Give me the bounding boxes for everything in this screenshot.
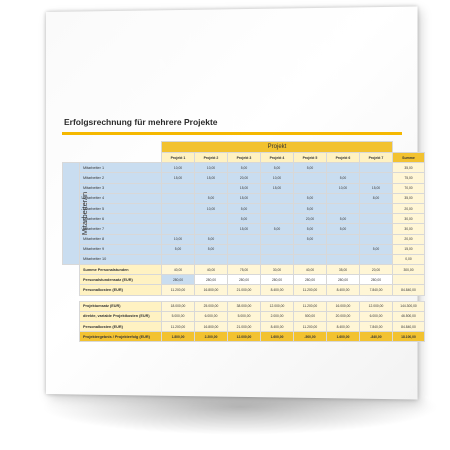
summary-cell: 280,00 <box>294 275 327 285</box>
result-label: Personalkosten (EUR) <box>80 322 162 332</box>
result-cell: 25.000,00 <box>195 301 228 311</box>
hours-cell <box>162 183 195 193</box>
hours-cell: 15,00 <box>195 173 228 183</box>
hours-cell: 10,00 <box>162 163 195 173</box>
side-label <box>63 163 90 265</box>
hours-cell <box>195 254 228 264</box>
result-cell: 16.000,00 <box>327 301 360 311</box>
hours-cell <box>162 214 195 224</box>
hours-cell <box>261 193 294 203</box>
summary-label: Personalkosten (EUR) <box>80 285 162 295</box>
spacer <box>63 153 162 163</box>
hours-cell <box>162 193 195 203</box>
result-cell: 12.000,00 <box>261 301 294 311</box>
sum-cell: 35,00 <box>393 163 425 173</box>
result-cell: 11.200,00 <box>294 322 327 332</box>
summary-cell: 35,00 <box>327 265 360 275</box>
column-header: Projekt 2 <box>195 153 228 163</box>
result-cell: 6.000,00 <box>195 311 228 321</box>
summary-label: Personalstundensatz (EUR) <box>80 275 162 285</box>
hours-cell <box>360 203 393 213</box>
hours-cell <box>261 244 294 254</box>
hours-cell: 5,00 <box>228 203 261 213</box>
final-label: Projektergebnis / Projekterfolg (EUR) <box>80 332 162 342</box>
hours-cell: 5,00 <box>294 224 327 234</box>
table-row <box>63 173 425 183</box>
column-header: Projekt 3 <box>228 153 261 163</box>
hours-cell: 5,00 <box>228 163 261 173</box>
sum-cell: 0,00 <box>393 254 425 264</box>
project-banner: Projekt <box>162 142 393 153</box>
result-sum: 84.840,00 <box>393 322 425 332</box>
summary-cell: 16.800,00 <box>195 285 228 295</box>
summary-cell: 75,00 <box>228 265 261 275</box>
employee-label: Mitarbeiter 6 <box>80 214 162 224</box>
result-cell: 21.000,00 <box>228 322 261 332</box>
spacer <box>63 311 80 321</box>
column-header: Projekt 1 <box>162 153 195 163</box>
result-cell: 11.200,00 <box>294 301 327 311</box>
column-header: Projekt 7 <box>360 153 393 163</box>
hours-cell <box>360 163 393 173</box>
page-shadow <box>40 395 440 435</box>
final-cell: 2.200,00 <box>195 332 228 342</box>
result-cell: 7.840,00 <box>360 322 393 332</box>
hours-cell <box>195 183 228 193</box>
hours-cell: 8,00 <box>360 193 393 203</box>
table-row <box>63 254 425 264</box>
employee-label: Mitarbeiter 2 <box>80 173 162 183</box>
result-cell: 20.000,00 <box>327 311 360 321</box>
result-label: direkte, variable Projektkosten (EUR) <box>80 311 162 321</box>
summary-cell: 8.400,00 <box>261 285 294 295</box>
employee-label: Mitarbeiter 4 <box>80 193 162 203</box>
summary-row <box>63 265 425 275</box>
hours-cell <box>294 244 327 254</box>
hours-cell: 5,00 <box>261 224 294 234</box>
summary-cell: 280,00 <box>261 275 294 285</box>
hours-cell: 5,00 <box>294 234 327 244</box>
column-header: Projekt 5 <box>294 153 327 163</box>
column-header: Projekt 4 <box>261 153 294 163</box>
employee-label: Mitarbeiter 10 <box>80 254 162 264</box>
spacer <box>63 275 80 285</box>
result-row <box>63 311 425 321</box>
hours-cell: 15,00 <box>162 173 195 183</box>
hours-cell <box>162 254 195 264</box>
summary-cell: 40,00 <box>195 265 228 275</box>
summary-cell: 280,00 <box>327 275 360 285</box>
spacer <box>63 265 80 275</box>
hours-cell <box>327 163 360 173</box>
spacer <box>63 142 162 153</box>
final-cell: 1.600,00 <box>327 332 360 342</box>
hours-cell <box>294 173 327 183</box>
hours-cell: 10,00 <box>195 163 228 173</box>
hours-cell: 20,00 <box>228 173 261 183</box>
summary-cell: 8.400,00 <box>327 285 360 295</box>
spacer <box>393 142 425 153</box>
hours-cell: 10,00 <box>195 203 228 213</box>
hours-cell: 5,00 <box>228 214 261 224</box>
column-header-row <box>63 153 425 163</box>
summary-cell: 20,00 <box>360 265 393 275</box>
hours-cell <box>327 244 360 254</box>
final-cell: -840,00 <box>360 332 393 342</box>
employee-label: Mitarbeiter 1 <box>80 163 162 173</box>
hours-cell: 5,00 <box>162 244 195 254</box>
hours-cell <box>327 234 360 244</box>
sum-cell: 15,00 <box>393 244 425 254</box>
result-cell: 8.400,00 <box>261 322 294 332</box>
sum-cell: 30,00 <box>393 214 425 224</box>
result-cell: 16.800,00 <box>195 322 228 332</box>
hours-cell: 5,00 <box>294 193 327 203</box>
column-header: Summe <box>393 153 425 163</box>
result-cell: 11.200,00 <box>162 322 195 332</box>
summary-cell: 280,00 <box>195 275 228 285</box>
table-row <box>63 203 425 213</box>
final-cell: 1.800,00 <box>162 332 195 342</box>
final-cell: 1.600,00 <box>261 332 294 342</box>
result-cell: 500,00 <box>294 311 327 321</box>
sheet-title: Erfolgsrechnung für mehrere Projekte <box>64 117 218 127</box>
hours-cell <box>228 234 261 244</box>
sum-cell: 75,00 <box>393 173 425 183</box>
table-row <box>63 244 425 254</box>
hours-cell <box>195 214 228 224</box>
calculation-table <box>62 141 425 342</box>
sum-cell: 20,00 <box>393 234 425 244</box>
hours-cell: 15,00 <box>228 224 261 234</box>
summary-cell: 280,00 <box>228 275 261 285</box>
summary-cell: 40,00 <box>294 265 327 275</box>
hours-cell: 5,00 <box>360 244 393 254</box>
spacer <box>63 322 80 332</box>
result-cell: 12.000,00 <box>360 301 393 311</box>
summary-cell: 7.840,00 <box>360 285 393 295</box>
hours-cell: 20,00 <box>294 214 327 224</box>
summary-sum: 300,00 <box>393 265 425 275</box>
hours-cell: 5,00 <box>327 173 360 183</box>
summary-sum <box>393 275 425 285</box>
summary-cell: 40,00 <box>162 265 195 275</box>
hours-cell <box>261 254 294 264</box>
employee-label: Mitarbeiter 8 <box>80 234 162 244</box>
employee-label: Mitarbeiter 7 <box>80 224 162 234</box>
result-cell: 18.000,00 <box>162 301 195 311</box>
table-row <box>63 224 425 234</box>
hours-cell: 15,00 <box>360 183 393 193</box>
sum-cell: 30,00 <box>393 224 425 234</box>
hours-cell <box>162 203 195 213</box>
result-sum: 46.500,00 <box>393 311 425 321</box>
hours-cell: 5,00 <box>294 203 327 213</box>
summary-cell: 11.200,00 <box>162 285 195 295</box>
result-cell: 8.400,00 <box>327 322 360 332</box>
spacer <box>63 285 80 295</box>
column-header: Projekt 6 <box>327 153 360 163</box>
hours-cell <box>228 254 261 264</box>
spacer <box>63 301 80 311</box>
sum-cell: 35,00 <box>393 193 425 203</box>
result-cell: 6.000,00 <box>360 311 393 321</box>
table-row <box>63 193 425 203</box>
hours-cell <box>360 173 393 183</box>
side-label-text: Mitarbeiter/in <box>80 191 90 236</box>
hours-cell: 15,00 <box>261 183 294 193</box>
hours-cell <box>294 254 327 264</box>
hours-cell <box>360 224 393 234</box>
hours-cell <box>228 244 261 254</box>
hours-cell <box>360 254 393 264</box>
result-cell: 5.000,00 <box>228 311 261 321</box>
table-row <box>63 183 425 193</box>
result-row <box>63 301 425 311</box>
hours-cell: 15,00 <box>228 183 261 193</box>
summary-row <box>63 275 425 285</box>
final-cell: 12.000,00 <box>228 332 261 342</box>
sum-cell: 70,00 <box>393 183 425 193</box>
summary-cell: 30,00 <box>261 265 294 275</box>
hours-cell: 10,00 <box>162 234 195 244</box>
result-row <box>63 322 425 332</box>
summary-cell: 11.200,00 <box>294 285 327 295</box>
summary-row <box>63 285 425 295</box>
employee-label: Mitarbeiter 5 <box>80 203 162 213</box>
summary-cell: 21.000,00 <box>228 285 261 295</box>
result-cell: 5.000,00 <box>162 311 195 321</box>
hours-cell <box>195 224 228 234</box>
summary-cell: 280,00 <box>360 275 393 285</box>
result-label: Projektumsatz (EUR) <box>80 301 162 311</box>
hours-cell: 5,00 <box>327 224 360 234</box>
hours-cell <box>162 224 195 234</box>
result-cell: 38.000,00 <box>228 301 261 311</box>
result-sum: 144.300,00 <box>393 301 425 311</box>
hours-cell: 5,00 <box>195 193 228 203</box>
spacer <box>63 332 80 342</box>
hours-cell: 10,00 <box>327 183 360 193</box>
table-row <box>63 214 425 224</box>
banner-row <box>63 142 425 153</box>
hours-cell <box>327 254 360 264</box>
final-result-row <box>63 332 425 342</box>
hours-cell <box>261 214 294 224</box>
summary-sum: 84.840,00 <box>393 285 425 295</box>
summary-cell: 280,00 <box>162 275 195 285</box>
employee-label: Mitarbeiter 9 <box>80 244 162 254</box>
hours-cell: 15,00 <box>228 193 261 203</box>
hours-cell <box>261 203 294 213</box>
title-bar <box>62 116 402 135</box>
employee-label: Mitarbeiter 3 <box>80 183 162 193</box>
hours-cell: 5,00 <box>195 234 228 244</box>
hours-cell <box>261 234 294 244</box>
table-row <box>63 234 425 244</box>
hours-cell <box>360 234 393 244</box>
final-cell: -500,00 <box>294 332 327 342</box>
hours-cell <box>327 193 360 203</box>
hours-cell <box>327 203 360 213</box>
result-cell: 2.000,00 <box>261 311 294 321</box>
hours-cell <box>360 214 393 224</box>
table-row <box>63 163 425 173</box>
hours-cell: 5,00 <box>327 214 360 224</box>
final-sum: 18.100,00 <box>393 332 425 342</box>
sum-cell: 20,00 <box>393 203 425 213</box>
hours-cell: 5,00 <box>261 163 294 173</box>
hours-cell <box>294 183 327 193</box>
hours-cell: 5,00 <box>195 244 228 254</box>
hours-cell: 5,00 <box>294 163 327 173</box>
summary-label: Summe Personalstunden <box>80 265 162 275</box>
hours-cell: 10,00 <box>261 173 294 183</box>
